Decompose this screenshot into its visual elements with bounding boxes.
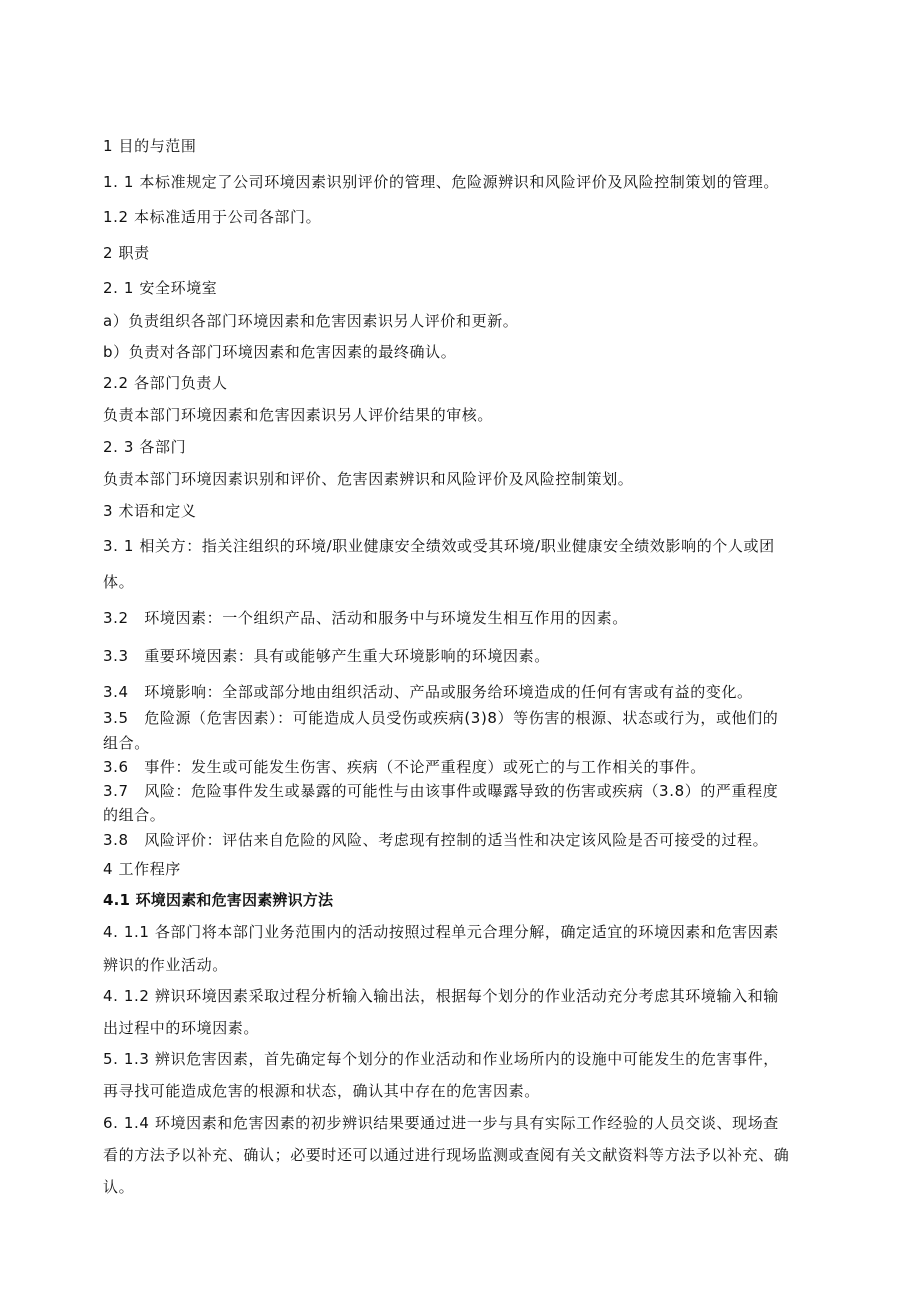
clause-4-1-2: 4. 1.2 辨识环境因素采取过程分析输入输出法，根据每个划分的作业活动充分考虑其环境输入和输 xyxy=(103,987,779,1005)
clause-1-2: 1.2 本标准适用于公司各部门。 xyxy=(103,208,322,226)
clause-3-3: 3.3 重要环境因素：具有或能够产生重大环境影响的环境因素。 xyxy=(103,647,550,665)
clause-2-1-a: a）负责组织各部门环境因素和危害因素识另人评价和更新。 xyxy=(103,312,519,330)
clause-3-8: 3.8 风险评价：评估来自危险的风险、考虑现有控制的适当性和决定该风险是否可接受的过程。 xyxy=(103,831,769,849)
clause-3-4: 3.4 环境影响：全部或部分地由组织活动、产品或服务给环境造成的任何有害或有益的变化。 xyxy=(103,683,753,701)
clause-2-2: 2.2 各部门负责人 xyxy=(103,374,228,392)
clause-3-2: 3.2 环境因素：一个组织产品、活动和服务中与环境发生相互作用的因素。 xyxy=(103,609,628,627)
clause-2-1-b: b）负责对各部门环境因素和危害因素的最终确认。 xyxy=(103,343,457,361)
clause-4-1-3-cont: 再寻找可能造成危害的根源和状态，确认其中存在的危害因素。 xyxy=(103,1082,540,1100)
clause-4-1-1: 4. 1.1 各部门将本部门业务范围内的活动按照过程单元合理分解，确定适宜的环境因素和危害因素 xyxy=(103,923,779,941)
clause-4-1-4: 6. 1.4 环境因素和危害因素的初步辨识结果要通过进一步与具有实际工作经验的人员交谈、现场查 xyxy=(103,1114,779,1132)
clause-3-5-cont: 组合。 xyxy=(103,734,150,752)
heading-section-2: 2 职责 xyxy=(103,244,150,262)
clause-3-7-cont: 的组合。 xyxy=(103,806,166,824)
clause-2-2-text: 负责本部门环境因素和危害因素识另人评价结果的审核。 xyxy=(103,406,494,424)
clause-3-7: 3.7 风险：危险事件发生或暴露的可能性与由该事件或曝露导致的伤害或疾病（3.8）的严重程度 xyxy=(103,782,779,800)
clause-4-1-4-cont: 看的方法予以补充、确认；必要时还可以通过进行现场监测或查阅有关文献资料等方法予以补充、确 xyxy=(103,1146,790,1164)
clause-1-1: 1. 1 本标准规定了公司环境因素识别评价的管理、危险源辨识和风险评价及风险控制策划的管理。 xyxy=(103,173,779,191)
clause-4-1-2-cont: 出过程中的环境因素。 xyxy=(103,1019,260,1037)
clause-3-5: 3.5 危险源（危害因素）：可能造成人员受伤或疾病(3)8）等伤害的根源、状态或行为，或他们的 xyxy=(103,709,779,727)
heading-section-4: 4 工作程序 xyxy=(103,860,181,878)
heading-section-1: 1 目的与范围 xyxy=(103,137,197,155)
clause-4-1-4-end: 认。 xyxy=(103,1178,135,1196)
clause-2-3: 2. 3 各部门 xyxy=(103,438,187,456)
heading-section-3: 3 术语和定义 xyxy=(103,502,197,520)
clause-3-1: 3. 1 相关方：指关注组织的环境/职业健康安全绩效或受其环境/职业健康安全绩效影响的个人或团 xyxy=(103,537,775,555)
clause-3-1-cont: 体。 xyxy=(103,573,135,591)
clause-4-1-1-cont: 辨识的作业活动。 xyxy=(103,956,228,974)
subheading-4-1: 4.1 环境因素和危害因素辨识方法 xyxy=(103,891,334,909)
clause-2-1: 2. 1 安全环境室 xyxy=(103,279,218,297)
clause-2-3-text: 负责本部门环境因素识别和评价、危害因素辨识和风险评价及风险控制策划。 xyxy=(103,470,634,488)
clause-3-6: 3.6 事件：发生或可能发生伤害、疾病（不论严重程度）或死亡的与工作相关的事件。 xyxy=(103,758,706,776)
clause-4-1-3: 5. 1.3 辨识危害因素，首先确定每个划分的作业活动和作业场所内的设施中可能发生的危害事件， xyxy=(103,1050,779,1068)
